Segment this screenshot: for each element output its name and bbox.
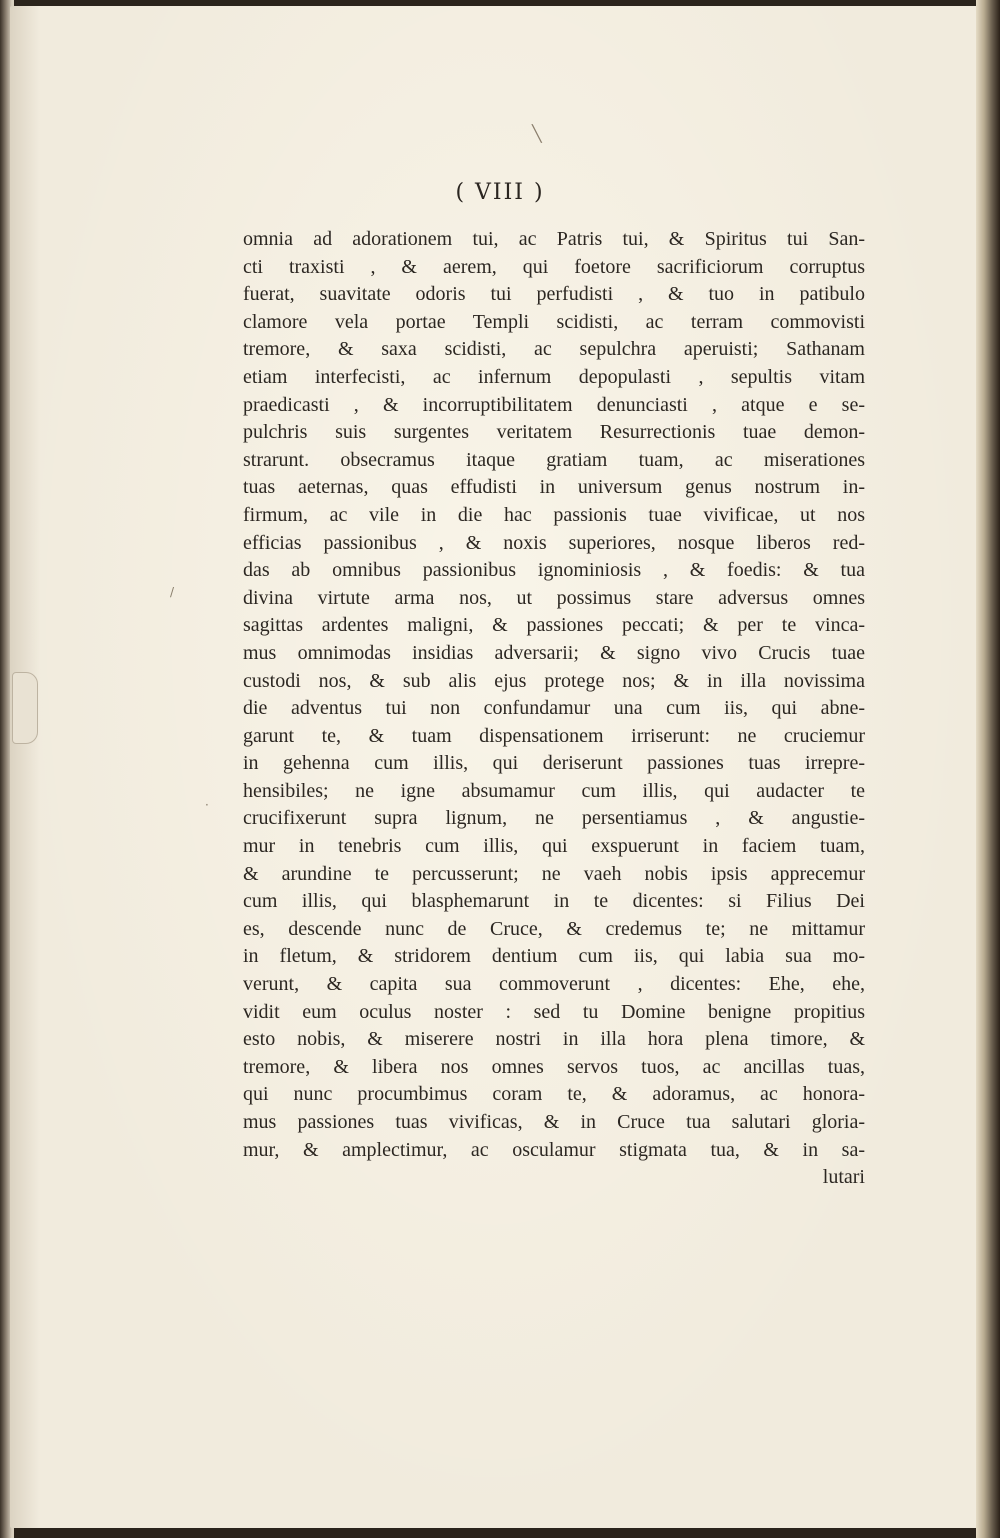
text-line: etiam interfecisti, ac infernum depopulasti , sepultis vitam (243, 365, 865, 388)
text-line: efficias passionibus , & noxis superiores, nosque liberos red- (243, 531, 865, 554)
text-line: vidit eum oculus noster : sed tu Domine benigne propitius (243, 1000, 865, 1023)
text-line: hensibiles; ne igne absumamur cum illis, qui audacter te (243, 779, 865, 802)
ink-mark-icon: / (170, 585, 175, 599)
text-line: qui nunc procumbimus coram te, & adoramus, ac honora- (243, 1083, 865, 1106)
text-line: in gehenna cum illis, qui deriserunt passiones tuas irrepre- (243, 752, 865, 775)
text-line: mus passiones tuas vivificas, & in Cruce tua salutari gloria- (243, 1111, 865, 1133)
text-line: mur, & amplectimur, ac osculamur stigmata tua, & in sa- (243, 1138, 865, 1161)
text-line: garunt te, & tuam dispensationem irriserunt: ne cruciemur (243, 724, 865, 747)
text-line: clamore vela portae Templi scidisti, ac terram commovisti (243, 310, 865, 333)
text-line: omnia ad adorationem tui, ac Patris tui, & Spiritus tui San- (243, 228, 865, 250)
text-line: das ab omnibus passionibus ignominiosis , & foedis: & tua (243, 559, 865, 582)
page-fore-edge (976, 0, 1000, 1538)
text-line: es, descende nunc de Cruce, & credemus te; ne mittamur (243, 917, 865, 940)
text-line: tremore, & saxa scidisti, ac sepulchra aperuisti; Sathanam (243, 338, 865, 361)
ink-dot-icon: · (205, 798, 209, 812)
text-line: custodi nos, & sub alis ejus protege nos; & in illa novissima (243, 669, 865, 692)
text-line: firmum, ac vile in die hac passionis tuae vivificae, ut nos (243, 503, 865, 526)
text-line: divina virtute arma nos, ut possimus stare adversus omnes (243, 586, 865, 609)
body-text (243, 226, 865, 1192)
text-line: cum illis, qui blasphemarunt in te dicentes: si Filius Dei (243, 890, 865, 913)
text-line: verunt, & capita sua commoverunt , dicentes: Ehe, ehe, (243, 973, 865, 996)
text-line: & arundine te percusserunt; ne vaeh nobis ipsis apprecemur (243, 862, 865, 885)
text-line: sagittas ardentes maligni, & passiones peccati; & per te vinca- (243, 614, 865, 637)
text-line: praedicasti , & incorruptibilitatem denunciasti , atque e se- (243, 393, 865, 416)
text-line: tremore, & libera nos omnes servos tuos, ac ancillas tuas, (243, 1055, 865, 1078)
text-line: esto nobis, & miserere nostri in illa hora plena timore, & (243, 1028, 865, 1051)
text-line: mus omnimodas insidias adversarii; & signo vivo Crucis tuae (243, 641, 865, 664)
catchword: lutari (822, 1166, 865, 1189)
text-line: fuerat, suavitate odoris tui perfudisti , & tuo in patibulo (243, 283, 865, 306)
page-number: ( VIII ) (455, 180, 545, 205)
text-line: strarunt. obsecramus itaque gratiam tuam, ac miserationes (243, 448, 865, 471)
text-line: die adventus tui non confundamur una cum iis, qui abne- (243, 697, 865, 720)
ink-mark-icon: ╲ (532, 124, 542, 143)
text-line: mur in tenebris cum illis, qui exspuerunt in faciem tuam, (243, 835, 865, 858)
text-line: pulchris suis surgentes veritatem Resurrectionis tuae demon- (243, 421, 865, 444)
text-line: tuas aeternas, quas effudisti in universum genus nostrum in- (243, 476, 865, 499)
text-line: crucifixerunt supra lignum, ne persentiamus , & angustie- (243, 807, 865, 830)
text-line: in fletum, & stridorem dentium cum iis, qui labia sua mo- (243, 945, 865, 968)
page-tab-marker (12, 672, 38, 744)
text-line: cti traxisti , & aerem, qui foetore sacrificiorum corruptus (243, 255, 865, 278)
